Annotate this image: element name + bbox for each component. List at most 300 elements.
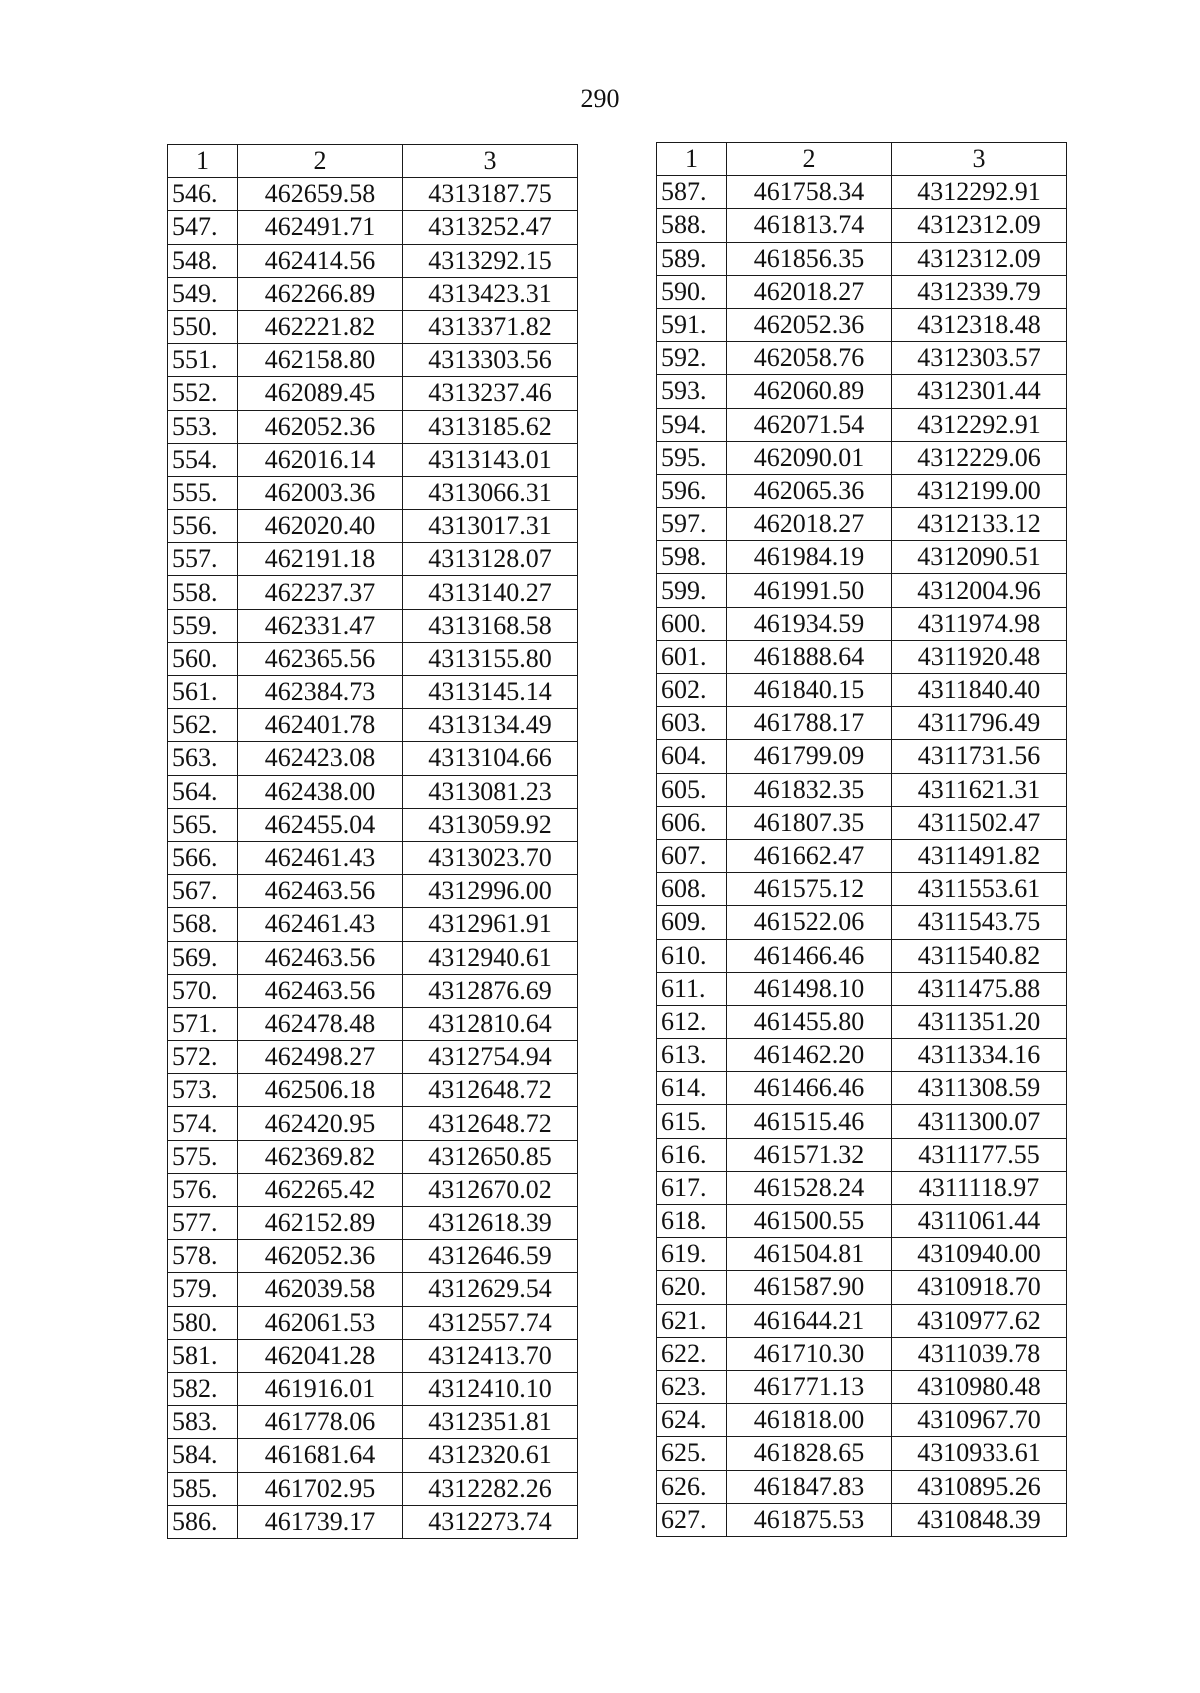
coordinate-y-cell: 4313128.07: [403, 543, 578, 576]
table-row: [657, 1205, 1067, 1238]
row-index-cell: 573.: [168, 1074, 238, 1107]
table-row: [657, 1437, 1067, 1470]
row-index-cell: 612.: [657, 1005, 727, 1038]
row-index-cell: 581.: [168, 1339, 238, 1372]
coordinate-x-cell: 461528.24: [727, 1171, 892, 1204]
column-header: 3: [892, 143, 1067, 176]
row-index-cell: 591.: [657, 308, 727, 341]
coordinate-y-cell: 4312312.09: [892, 209, 1067, 242]
coordinate-x-cell: 461504.81: [727, 1238, 892, 1271]
table-row: [657, 508, 1067, 541]
row-index-cell: 609.: [657, 906, 727, 939]
table-row: [168, 1074, 578, 1107]
coordinate-y-cell: 4312312.09: [892, 242, 1067, 275]
coordinate-y-cell: 4311351.20: [892, 1005, 1067, 1038]
row-index-cell: 552.: [168, 377, 238, 410]
table-row: [657, 1271, 1067, 1304]
coordinate-x-cell: 462506.18: [238, 1074, 403, 1107]
row-index-cell: 571.: [168, 1007, 238, 1040]
table-row: [168, 377, 578, 410]
coordinate-y-cell: 4313168.58: [403, 609, 578, 642]
coordinate-x-cell: 461466.46: [727, 1072, 892, 1105]
row-index-cell: 582.: [168, 1372, 238, 1405]
table-row: [657, 972, 1067, 1005]
row-index-cell: 596.: [657, 474, 727, 507]
coordinate-y-cell: 4311334.16: [892, 1039, 1067, 1072]
table-row: [168, 543, 578, 576]
coordinate-y-cell: 4312273.74: [403, 1505, 578, 1538]
row-index-cell: 620.: [657, 1271, 727, 1304]
row-index-cell: 551.: [168, 344, 238, 377]
row-index-cell: 595.: [657, 441, 727, 474]
coordinate-x-cell: 462498.27: [238, 1041, 403, 1074]
column-header: 3: [403, 145, 578, 178]
coordinate-x-cell: 462018.27: [727, 508, 892, 541]
table-row: [657, 740, 1067, 773]
table-row: [168, 642, 578, 675]
row-index-cell: 570.: [168, 974, 238, 1007]
table-row: [657, 574, 1067, 607]
coordinate-x-cell: 461575.12: [727, 873, 892, 906]
coordinate-x-cell: 461984.19: [727, 541, 892, 574]
table-row: [168, 1439, 578, 1472]
table-row: [168, 1173, 578, 1206]
coordinate-y-cell: 4312351.81: [403, 1406, 578, 1439]
table-row: [657, 1105, 1067, 1138]
table-row: [168, 908, 578, 941]
coordinate-x-cell: 462463.56: [238, 875, 403, 908]
coordinate-y-cell: 4311502.47: [892, 806, 1067, 839]
coordinate-y-cell: 4312004.96: [892, 574, 1067, 607]
row-index-cell: 626.: [657, 1470, 727, 1503]
table-row: [657, 839, 1067, 872]
table-row: [168, 709, 578, 742]
row-index-cell: 567.: [168, 875, 238, 908]
table-row: [168, 1372, 578, 1405]
coordinate-x-cell: 462221.82: [238, 310, 403, 343]
row-index-cell: 586.: [168, 1505, 238, 1538]
table-row: [657, 1238, 1067, 1271]
coordinate-x-cell: 462052.36: [727, 308, 892, 341]
coordinate-y-cell: 4312629.54: [403, 1273, 578, 1306]
row-index-cell: 603.: [657, 707, 727, 740]
coordinates-table-right: [656, 142, 1067, 1537]
table-row: [168, 742, 578, 775]
coordinate-y-cell: 4311920.48: [892, 640, 1067, 673]
coordinate-x-cell: 461813.74: [727, 209, 892, 242]
coordinate-y-cell: 4312940.61: [403, 941, 578, 974]
table-row: [657, 939, 1067, 972]
coordinate-y-cell: 4312133.12: [892, 508, 1067, 541]
coordinate-y-cell: 4310967.70: [892, 1404, 1067, 1437]
table-row: [657, 308, 1067, 341]
row-index-cell: 560.: [168, 642, 238, 675]
coordinate-y-cell: 4313023.70: [403, 841, 578, 874]
row-index-cell: 549.: [168, 277, 238, 310]
coordinate-x-cell: 462041.28: [238, 1339, 403, 1372]
coordinate-y-cell: 4313187.75: [403, 178, 578, 211]
row-index-cell: 568.: [168, 908, 238, 941]
coordinate-x-cell: 461522.06: [727, 906, 892, 939]
coordinate-x-cell: 461856.35: [727, 242, 892, 275]
table-row: [657, 1005, 1067, 1038]
table-row: [657, 906, 1067, 939]
coordinate-x-cell: 462060.89: [727, 375, 892, 408]
coordinate-x-cell: 462016.14: [238, 443, 403, 476]
coordinates-table-left: [167, 144, 578, 1539]
table-row: [168, 609, 578, 642]
coordinate-x-cell: 461587.90: [727, 1271, 892, 1304]
coordinate-x-cell: 461702.95: [238, 1472, 403, 1505]
coordinate-x-cell: 462420.95: [238, 1107, 403, 1140]
coordinate-y-cell: 4313017.31: [403, 510, 578, 543]
coordinate-y-cell: 4313140.27: [403, 576, 578, 609]
coordinate-y-cell: 4313134.49: [403, 709, 578, 742]
table-row: [657, 541, 1067, 574]
table-row: [168, 875, 578, 908]
coordinate-x-cell: 462266.89: [238, 277, 403, 310]
coordinate-x-cell: 462152.89: [238, 1207, 403, 1240]
row-index-cell: 557.: [168, 543, 238, 576]
coordinate-x-cell: 462158.80: [238, 344, 403, 377]
table-row: [657, 674, 1067, 707]
coordinate-x-cell: 461991.50: [727, 574, 892, 607]
coordinate-x-cell: 462369.82: [238, 1140, 403, 1173]
row-index-cell: 627.: [657, 1503, 727, 1536]
row-index-cell: 590.: [657, 275, 727, 308]
row-index-cell: 587.: [657, 176, 727, 209]
coordinate-y-cell: 4310977.62: [892, 1304, 1067, 1337]
row-index-cell: 564.: [168, 775, 238, 808]
coordinate-y-cell: 4312090.51: [892, 541, 1067, 574]
coordinate-x-cell: 461681.64: [238, 1439, 403, 1472]
table-row: [168, 775, 578, 808]
table-row: [657, 1370, 1067, 1403]
coordinate-x-cell: 462461.43: [238, 841, 403, 874]
coordinate-x-cell: 462384.73: [238, 676, 403, 709]
table-row: [657, 1470, 1067, 1503]
row-index-cell: 611.: [657, 972, 727, 1005]
table-row: [657, 1304, 1067, 1337]
coordinate-x-cell: 461515.46: [727, 1105, 892, 1138]
coordinate-x-cell: 461818.00: [727, 1404, 892, 1437]
row-index-cell: 622.: [657, 1337, 727, 1370]
coordinate-x-cell: 462058.76: [727, 342, 892, 375]
coordinate-y-cell: 4312199.00: [892, 474, 1067, 507]
table-row: [168, 808, 578, 841]
row-index-cell: 589.: [657, 242, 727, 275]
coordinate-x-cell: 462331.47: [238, 609, 403, 642]
row-index-cell: 610.: [657, 939, 727, 972]
coordinate-y-cell: 4313423.31: [403, 277, 578, 310]
row-index-cell: 566.: [168, 841, 238, 874]
coordinate-x-cell: 461498.10: [727, 972, 892, 1005]
coordinate-y-cell: 4312557.74: [403, 1306, 578, 1339]
coordinate-y-cell: 4311491.82: [892, 839, 1067, 872]
column-header: 1: [168, 145, 238, 178]
row-index-cell: 559.: [168, 609, 238, 642]
coordinate-y-cell: 4312413.70: [403, 1339, 578, 1372]
coordinate-x-cell: 462090.01: [727, 441, 892, 474]
row-index-cell: 601.: [657, 640, 727, 673]
row-index-cell: 550.: [168, 310, 238, 343]
table-row: [657, 607, 1067, 640]
row-index-cell: 625.: [657, 1437, 727, 1470]
coordinate-y-cell: 4312282.26: [403, 1472, 578, 1505]
table-row: [168, 1207, 578, 1240]
table-row: [168, 211, 578, 244]
row-index-cell: 617.: [657, 1171, 727, 1204]
table-row: [657, 1138, 1067, 1171]
table-row: [657, 242, 1067, 275]
row-index-cell: 554.: [168, 443, 238, 476]
coordinate-x-cell: 461739.17: [238, 1505, 403, 1538]
table-row: [657, 640, 1067, 673]
row-index-cell: 618.: [657, 1205, 727, 1238]
row-index-cell: 575.: [168, 1140, 238, 1173]
coordinate-y-cell: 4312618.39: [403, 1207, 578, 1240]
row-index-cell: 578.: [168, 1240, 238, 1273]
coordinate-y-cell: 4311796.49: [892, 707, 1067, 740]
coordinate-y-cell: 4312303.57: [892, 342, 1067, 375]
coordinate-y-cell: 4312648.72: [403, 1107, 578, 1140]
table-row: [657, 342, 1067, 375]
table-row: [657, 474, 1067, 507]
row-index-cell: 548.: [168, 244, 238, 277]
table-row: [657, 806, 1067, 839]
column-header: 2: [727, 143, 892, 176]
coordinate-y-cell: 4311039.78: [892, 1337, 1067, 1370]
coordinate-y-cell: 4311731.56: [892, 740, 1067, 773]
coordinate-y-cell: 4312292.91: [892, 408, 1067, 441]
table-row: [168, 178, 578, 211]
coordinate-x-cell: 462061.53: [238, 1306, 403, 1339]
coordinate-y-cell: 4312648.72: [403, 1074, 578, 1107]
coordinate-y-cell: 4313155.80: [403, 642, 578, 675]
row-index-cell: 597.: [657, 508, 727, 541]
coordinate-x-cell: 462423.08: [238, 742, 403, 775]
table-row: [657, 408, 1067, 441]
table-row: [657, 1404, 1067, 1437]
coordinate-x-cell: 462461.43: [238, 908, 403, 941]
table-row: [657, 176, 1067, 209]
row-index-cell: 569.: [168, 941, 238, 974]
coordinate-y-cell: 4310980.48: [892, 1370, 1067, 1403]
table-row: [168, 1240, 578, 1273]
coordinate-x-cell: 462659.58: [238, 178, 403, 211]
coordinate-x-cell: 461799.09: [727, 740, 892, 773]
table-row: [168, 1472, 578, 1505]
coordinate-y-cell: 4310933.61: [892, 1437, 1067, 1470]
coordinate-x-cell: 461875.53: [727, 1503, 892, 1536]
row-index-cell: 621.: [657, 1304, 727, 1337]
coordinate-x-cell: 462052.36: [238, 410, 403, 443]
coordinate-y-cell: 4312670.02: [403, 1173, 578, 1206]
column-header: 2: [238, 145, 403, 178]
table-row: [657, 707, 1067, 740]
table-row: [168, 1339, 578, 1372]
coordinate-y-cell: 4311475.88: [892, 972, 1067, 1005]
row-index-cell: 547.: [168, 211, 238, 244]
row-index-cell: 583.: [168, 1406, 238, 1439]
coordinate-y-cell: 4313371.82: [403, 310, 578, 343]
coordinate-x-cell: 461500.55: [727, 1205, 892, 1238]
row-index-cell: 593.: [657, 375, 727, 408]
row-index-cell: 572.: [168, 1041, 238, 1074]
coordinate-y-cell: 4311621.31: [892, 773, 1067, 806]
coordinate-y-cell: 4310940.00: [892, 1238, 1067, 1271]
coordinate-y-cell: 4310848.39: [892, 1503, 1067, 1536]
row-index-cell: 602.: [657, 674, 727, 707]
coordinate-y-cell: 4311540.82: [892, 939, 1067, 972]
coordinate-y-cell: 4312292.91: [892, 176, 1067, 209]
table-row: [657, 1337, 1067, 1370]
coordinate-x-cell: 462018.27: [727, 275, 892, 308]
row-index-cell: 616.: [657, 1138, 727, 1171]
row-index-cell: 608.: [657, 873, 727, 906]
table-row: [168, 1273, 578, 1306]
coordinate-x-cell: 461771.13: [727, 1370, 892, 1403]
row-index-cell: 576.: [168, 1173, 238, 1206]
coordinate-y-cell: 4313104.66: [403, 742, 578, 775]
coordinate-y-cell: 4312301.44: [892, 375, 1067, 408]
table-row: [657, 441, 1067, 474]
coordinate-y-cell: 4312339.79: [892, 275, 1067, 308]
coordinate-y-cell: 4313059.92: [403, 808, 578, 841]
coordinate-x-cell: 461934.59: [727, 607, 892, 640]
coordinate-y-cell: 4313292.15: [403, 244, 578, 277]
coordinate-x-cell: 461788.17: [727, 707, 892, 740]
table-row: [168, 1406, 578, 1439]
coordinate-x-cell: 461758.34: [727, 176, 892, 209]
row-index-cell: 604.: [657, 740, 727, 773]
table-row: [168, 676, 578, 709]
table-row: [657, 1039, 1067, 1072]
table-row: [168, 344, 578, 377]
coordinate-x-cell: 461462.20: [727, 1039, 892, 1072]
coordinate-y-cell: 4312754.94: [403, 1041, 578, 1074]
row-index-cell: 556.: [168, 510, 238, 543]
table-row: [657, 209, 1067, 242]
row-index-cell: 553.: [168, 410, 238, 443]
table-row: [168, 841, 578, 874]
row-index-cell: 600.: [657, 607, 727, 640]
coordinate-x-cell: 461644.21: [727, 1304, 892, 1337]
row-index-cell: 623.: [657, 1370, 727, 1403]
coordinate-x-cell: 461832.35: [727, 773, 892, 806]
coordinate-y-cell: 4311840.40: [892, 674, 1067, 707]
table-row: [168, 277, 578, 310]
table-row: [168, 1107, 578, 1140]
coordinate-x-cell: 461466.46: [727, 939, 892, 972]
coordinate-x-cell: 462401.78: [238, 709, 403, 742]
coordinate-x-cell: 462438.00: [238, 775, 403, 808]
coordinate-y-cell: 4312410.10: [403, 1372, 578, 1405]
coordinate-x-cell: 462003.36: [238, 476, 403, 509]
coordinate-x-cell: 461807.35: [727, 806, 892, 839]
table-row: [168, 244, 578, 277]
table-row: [657, 873, 1067, 906]
coordinate-x-cell: 461455.80: [727, 1005, 892, 1038]
table-row: [168, 974, 578, 1007]
table-row: [168, 443, 578, 476]
coordinate-y-cell: 4312961.91: [403, 908, 578, 941]
table-row: [168, 510, 578, 543]
table-header-row: [657, 143, 1067, 176]
coordinate-x-cell: 462237.37: [238, 576, 403, 609]
coordinate-x-cell: 461916.01: [238, 1372, 403, 1405]
row-index-cell: 624.: [657, 1404, 727, 1437]
coordinate-x-cell: 462052.36: [238, 1240, 403, 1273]
coordinate-y-cell: 4312229.06: [892, 441, 1067, 474]
coordinate-x-cell: 462065.36: [727, 474, 892, 507]
coordinate-y-cell: 4313143.01: [403, 443, 578, 476]
row-index-cell: 561.: [168, 676, 238, 709]
coordinate-x-cell: 462491.71: [238, 211, 403, 244]
table-row: [168, 476, 578, 509]
coordinate-x-cell: 462463.56: [238, 974, 403, 1007]
coordinate-x-cell: 461571.32: [727, 1138, 892, 1171]
coordinate-y-cell: 4312876.69: [403, 974, 578, 1007]
row-index-cell: 563.: [168, 742, 238, 775]
table-row: [168, 310, 578, 343]
row-index-cell: 584.: [168, 1439, 238, 1472]
table-row: [657, 773, 1067, 806]
row-index-cell: 574.: [168, 1107, 238, 1140]
coordinate-y-cell: 4313066.31: [403, 476, 578, 509]
row-index-cell: 588.: [657, 209, 727, 242]
table-row: [168, 1505, 578, 1538]
coordinate-x-cell: 462365.56: [238, 642, 403, 675]
coordinate-x-cell: 462414.56: [238, 244, 403, 277]
coordinate-y-cell: 4312650.85: [403, 1140, 578, 1173]
page-number: 290: [580, 84, 620, 113]
row-index-cell: 555.: [168, 476, 238, 509]
coordinate-y-cell: 4312810.64: [403, 1007, 578, 1040]
row-index-cell: 585.: [168, 1472, 238, 1505]
coordinate-x-cell: 462071.54: [727, 408, 892, 441]
row-index-cell: 605.: [657, 773, 727, 806]
table-row: [168, 1306, 578, 1339]
table-row: [168, 1140, 578, 1173]
row-index-cell: 607.: [657, 839, 727, 872]
coordinate-x-cell: 462265.42: [238, 1173, 403, 1206]
coordinate-y-cell: 4312646.59: [403, 1240, 578, 1273]
coordinate-y-cell: 4311300.07: [892, 1105, 1067, 1138]
table-row: [168, 1041, 578, 1074]
coordinate-y-cell: 4311308.59: [892, 1072, 1067, 1105]
row-index-cell: 546.: [168, 178, 238, 211]
table-row: [168, 1007, 578, 1040]
row-index-cell: 579.: [168, 1273, 238, 1306]
coordinate-y-cell: 4312996.00: [403, 875, 578, 908]
coordinate-y-cell: 4311974.98: [892, 607, 1067, 640]
table-row: [657, 1072, 1067, 1105]
table-row: [168, 941, 578, 974]
coordinate-y-cell: 4313145.14: [403, 676, 578, 709]
coordinate-x-cell: 462455.04: [238, 808, 403, 841]
row-index-cell: 592.: [657, 342, 727, 375]
coordinate-y-cell: 4312320.61: [403, 1439, 578, 1472]
table-row: [657, 375, 1067, 408]
coordinate-x-cell: 462039.58: [238, 1273, 403, 1306]
row-index-cell: 619.: [657, 1238, 727, 1271]
row-index-cell: 562.: [168, 709, 238, 742]
coordinate-x-cell: 462020.40: [238, 510, 403, 543]
table-row: [657, 1503, 1067, 1536]
row-index-cell: 580.: [168, 1306, 238, 1339]
row-index-cell: 577.: [168, 1207, 238, 1240]
